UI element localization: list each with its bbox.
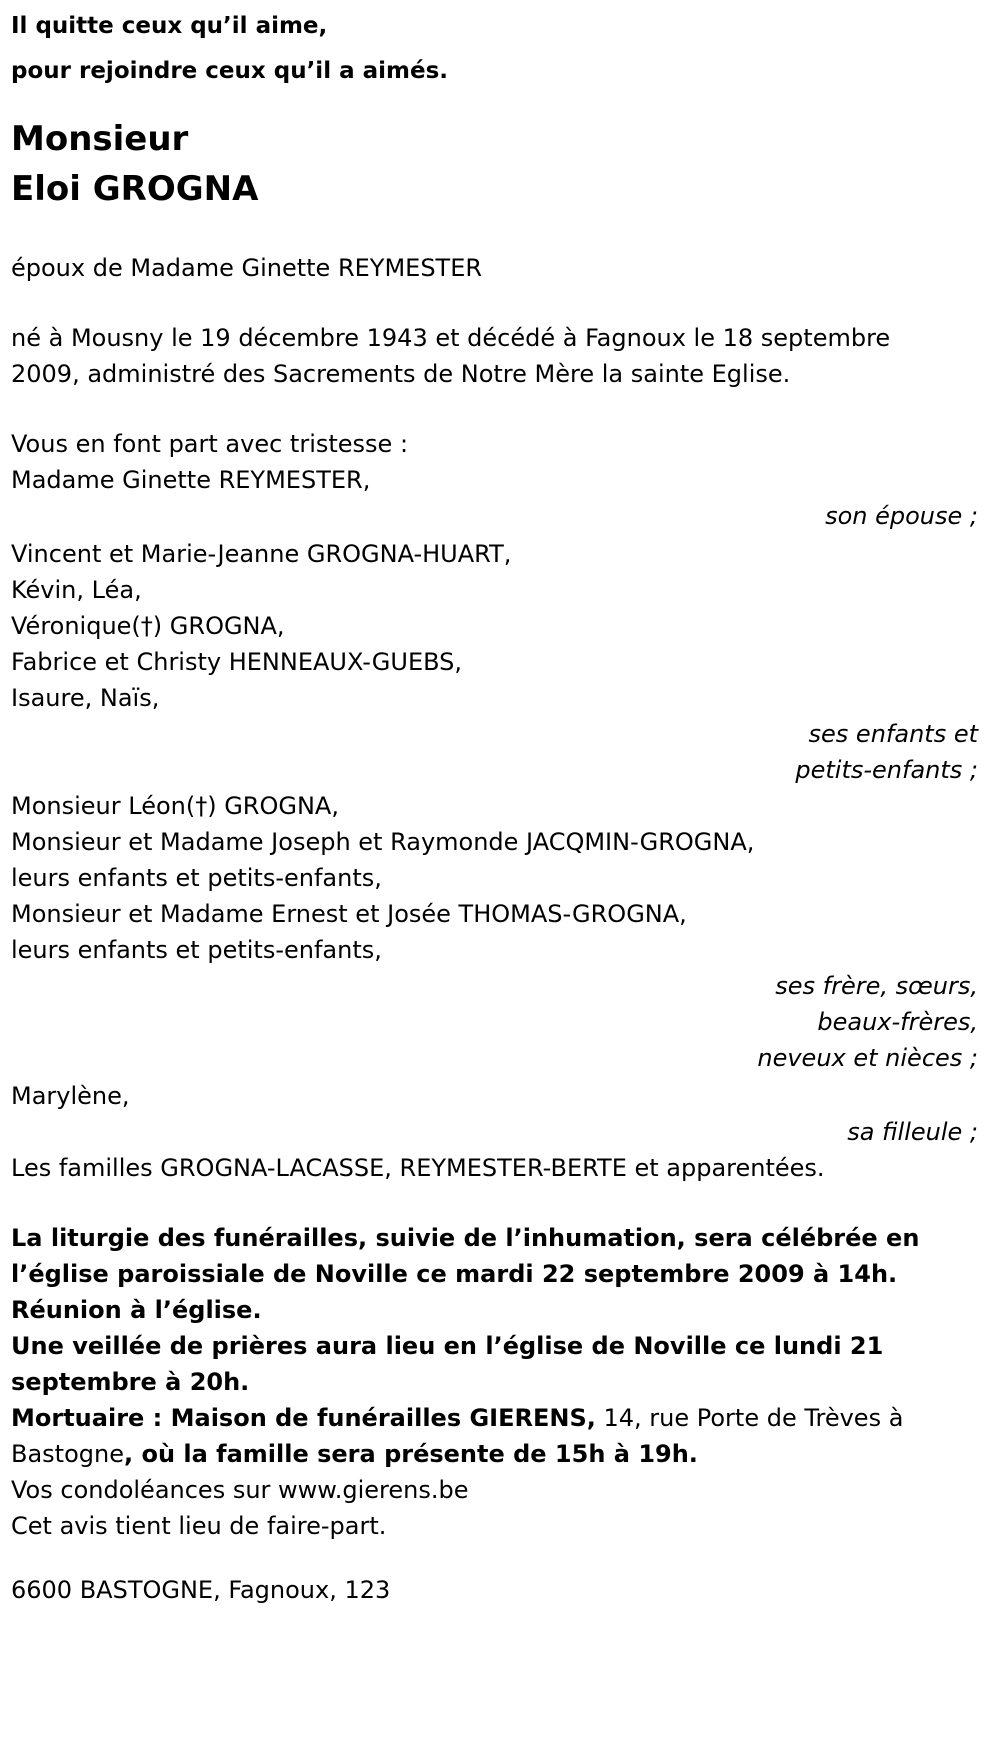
address-line: 6600 BASTOGNE, Fagnoux, 123: [11, 1576, 391, 1604]
birth-death-line: né à Mousny le 19 décembre 1943 et décédé à Fagnoux le 18 septembre: [11, 324, 891, 352]
epigraph-line: pour rejoindre ceux qu’il a aimés.: [11, 58, 449, 84]
relation-label: ses frère, sœurs,: [775, 972, 978, 1000]
family-member: Marylène,: [11, 1082, 130, 1110]
mortuary-line: [11, 1400, 989, 1436]
relation-label: beaux-frères,: [817, 1008, 978, 1036]
mortuary-label: Mortuaire : Maison de funérailles GIERENS,: [11, 1404, 596, 1432]
relation-label: ses enfants et: [808, 720, 978, 748]
mortuary-address: 14, rue Porte de Trèves à: [595, 1404, 904, 1432]
spouse-line: époux de Madame Ginette REYMESTER: [11, 254, 483, 282]
families-line: Les familles GROGNA-LACASSE, REYMESTER-BERTE et apparentées.: [11, 1154, 825, 1182]
funeral-section: [11, 1220, 989, 1544]
liturgy-line: l’église paroissiale de Noville ce mardi 22 septembre 2009 à 14h.: [11, 1260, 898, 1288]
deceased-title: [11, 114, 989, 214]
relation-label: petits-enfants ;: [795, 756, 978, 784]
family-member: leurs enfants et petits-enfants,: [11, 864, 382, 892]
relation-label: neveux et nièces ;: [757, 1044, 978, 1072]
relation-label: sa filleule ;: [847, 1118, 978, 1146]
family-member: Monsieur et Madame Joseph et Raymonde JACQMIN-GROGNA,: [11, 828, 755, 856]
birth-death-paragraph: [11, 320, 989, 392]
announcement-section: [11, 426, 989, 1186]
family-member: leurs enfants et petits-enfants,: [11, 936, 382, 964]
condolences-line: Vos condoléances sur www.gierens.be: [11, 1476, 469, 1504]
liturgy-line: Réunion à l’église.: [11, 1296, 262, 1324]
family-member: Monsieur et Madame Ernest et Josée THOMAS-GROGNA,: [11, 900, 687, 928]
family-member: Monsieur Léon(†) GROGNA,: [11, 792, 339, 820]
mortuary-line: [11, 1436, 989, 1472]
family-member: Isaure, Naïs,: [11, 684, 160, 712]
family-member: Fabrice et Christy HENNEAUX-GUEBS,: [11, 648, 463, 676]
relation-label: son épouse ;: [825, 502, 978, 530]
group-siblings: [11, 788, 989, 1076]
notice-line: Cet avis tient lieu de faire-part.: [11, 1512, 387, 1540]
honorific: Monsieur: [11, 119, 189, 159]
vigil-line: septembre à 20h.: [11, 1368, 250, 1396]
birth-death-line: 2009, administré des Sacrements de Notre Mère la sainte Eglise.: [11, 360, 791, 388]
group-children: [11, 536, 989, 788]
family-member: Vincent et Marie-Jeanne GROGNA-HUART,: [11, 540, 512, 568]
deceased-name: Eloi GROGNA: [11, 169, 259, 209]
family-member: Kévin, Léa,: [11, 576, 142, 604]
mortuary-city: Bastogne: [11, 1440, 124, 1468]
announcement-intro: Vous en font part avec tristesse :: [11, 430, 409, 458]
mortuary-presence: , où la famille sera présente de 15h à 19h.: [123, 1440, 698, 1468]
liturgy-line: La liturgie des funérailles, suivie de l’inhumation, sera célébrée en: [11, 1224, 920, 1252]
epigraph-line: Il quitte ceux qu’il aime,: [11, 13, 328, 39]
family-member: Véronique(†) GROGNA,: [11, 612, 285, 640]
family-member: Madame Ginette REYMESTER,: [11, 466, 371, 494]
epigraph: [11, 4, 989, 94]
group-goddaughter: [11, 1078, 989, 1150]
group-spouse: [11, 462, 989, 534]
vigil-line: Une veillée de prières aura lieu en l’église de Noville ce lundi 21: [11, 1332, 884, 1360]
